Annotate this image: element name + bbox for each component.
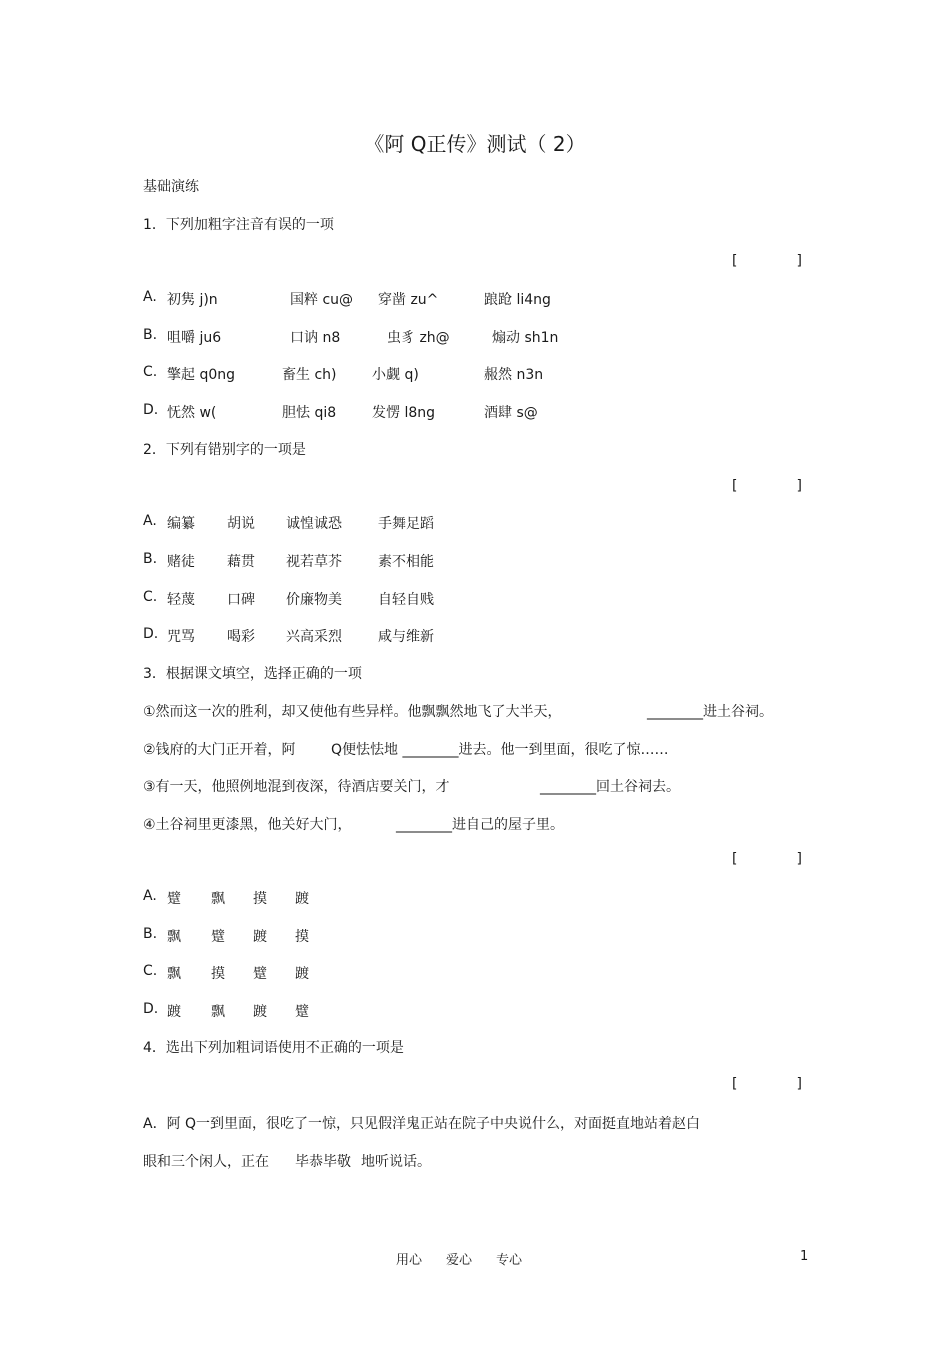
q4-option-a-line-2 (143, 1151, 431, 1171)
option-letter: B. (143, 551, 158, 567)
option-item: 初隽 j)n (167, 292, 218, 308)
option-item: 小觑 q) (372, 367, 419, 383)
bracket-open: [ (732, 1076, 738, 1092)
option-item: 视若草芥 (286, 554, 342, 570)
option-letter: A. (143, 888, 157, 904)
option-item: 躄 (211, 929, 225, 945)
option-item: 踱 (253, 929, 267, 945)
option-item: 躄 (295, 1004, 309, 1020)
option-item: 煽动 sh1n (492, 330, 559, 346)
page-number: 1 (800, 1249, 809, 1264)
sentence-text: ③有一天，他照例地混到夜深，待酒店要关门，才 (143, 779, 450, 795)
option-item: 摸 (211, 966, 225, 982)
sentence-blank: ________回土谷祠去。 (540, 779, 680, 795)
option-letter: C. (143, 364, 158, 380)
option-item: 兴高采烈 (286, 629, 342, 645)
question-1-stem: 1．下列加粗字注音有误的一项 (143, 217, 334, 233)
sentence-blank: ________进自己的屋子里。 (396, 817, 564, 833)
option-item: 躄 (253, 966, 267, 982)
option-item: 胡说 (227, 516, 255, 532)
q3-sentence-2 (143, 739, 669, 759)
option-item: 虫豸 zh@ (387, 330, 450, 346)
option-letter: C. (143, 589, 158, 605)
option-item: 酒肆 s@ (484, 405, 538, 421)
question-4-stem: 4．选出下列加粗词语使用不正确的一项是 (143, 1040, 404, 1056)
option-letter: B. (143, 926, 158, 942)
option-item: 赌徒 (167, 554, 195, 570)
option-item: 轻蔑 (167, 592, 195, 608)
option-item: 摸 (253, 891, 267, 907)
footer-item: 专心 (496, 1253, 523, 1268)
q4-option-a-line-1: A．阿 Q一到里面，很吃了一惊，只见假洋鬼正站在院子中央说什么，对面挺直地站着赵白 (143, 1116, 701, 1132)
option-item: 藉贯 (227, 554, 255, 570)
option-letter: D. (143, 402, 159, 418)
option-item: 自轻自贱 (378, 592, 434, 608)
option-item: 编纂 (167, 516, 195, 532)
option-letter: D. (143, 1001, 159, 1017)
option-letter: D. (143, 626, 159, 642)
option-letter: A. (143, 289, 157, 305)
option-item: 手舞足蹈 (378, 516, 434, 532)
q3-sentence-3 (143, 776, 680, 796)
option-item: 飘 (211, 1004, 225, 1020)
footer-item: 用心 (396, 1253, 423, 1268)
option-item: 发愣 l8ng (372, 405, 436, 421)
option-letter: B. (143, 327, 158, 343)
option-item: 穿凿 zu^ (378, 292, 439, 308)
section-heading: 基础演练 (143, 179, 199, 195)
option-item: 素不相能 (378, 554, 434, 570)
q3-sentence-4 (143, 814, 564, 834)
question-3-stem: 3．根据课文填空，选择正确的一项 (143, 666, 362, 682)
sentence-text: 地听说话。 (361, 1154, 431, 1170)
option-item: 价廉物美 (286, 592, 342, 608)
option-item: 喝彩 (227, 629, 255, 645)
option-item: 飘 (211, 891, 225, 907)
option-item: 咸与维新 (378, 629, 434, 645)
sentence-text: ②钱府的大门正开着，阿 (143, 742, 296, 758)
bracket-open: [ (732, 478, 738, 494)
footer-item: 爱心 (446, 1253, 473, 1268)
option-item: 怃然 w( (167, 405, 217, 421)
bracket-close: ] (796, 478, 802, 494)
option-item: 飘 (167, 966, 181, 982)
bold-phrase: 毕恭毕敬 (295, 1154, 351, 1170)
question-2-stem: 2．下列有错别字的一项是 (143, 442, 306, 458)
sentence-blank: Q便怯怯地 ________进去。他一到里面，很吃了惊…… (331, 742, 669, 758)
bracket-open: [ (732, 851, 738, 867)
option-item: 国粹 cu@ (290, 292, 354, 308)
bracket-open: [ (732, 253, 738, 269)
option-item: 飘 (167, 929, 181, 945)
option-item: 咒骂 (167, 629, 195, 645)
q3-sentence-1 (143, 701, 773, 721)
option-item: 踉跄 li4ng (484, 292, 551, 308)
option-item: 诚惶诚恐 (286, 516, 342, 532)
option-item: 口碑 (227, 592, 255, 608)
option-item: 胆怯 qi8 (282, 405, 337, 421)
option-item: 赧然 n3n (484, 367, 544, 383)
option-item: 擎起 q0ng (167, 367, 236, 383)
sentence-text: ④土谷祠里更漆黑，他关好大门， (143, 817, 352, 833)
bracket-close: ] (796, 1076, 802, 1092)
option-item: 踱 (295, 966, 309, 982)
option-item: 咀嚼 ju6 (167, 330, 222, 346)
option-item: 躄 (167, 891, 181, 907)
bracket-close: ] (796, 851, 802, 867)
option-letter: A. (143, 513, 157, 529)
sentence-blank: ________进土谷祠。 (647, 704, 773, 720)
option-item: 踱 (167, 1004, 181, 1020)
option-letter: C. (143, 963, 158, 979)
option-item: 口讷 n8 (290, 330, 341, 346)
option-item: 摸 (295, 929, 309, 945)
option-item: 踱 (295, 891, 309, 907)
sentence-text: 眼和三个闲人，正在 (143, 1154, 269, 1170)
option-item: 踱 (253, 1004, 267, 1020)
option-item: 畜生 ch) (282, 367, 337, 383)
bracket-close: ] (796, 253, 802, 269)
page-title: 《阿 Q正传》测试（ 2） (364, 132, 586, 156)
sentence-text: ①然而这一次的胜利，却又使他有些异样。他飘飘然地飞了大半天， (143, 704, 562, 720)
